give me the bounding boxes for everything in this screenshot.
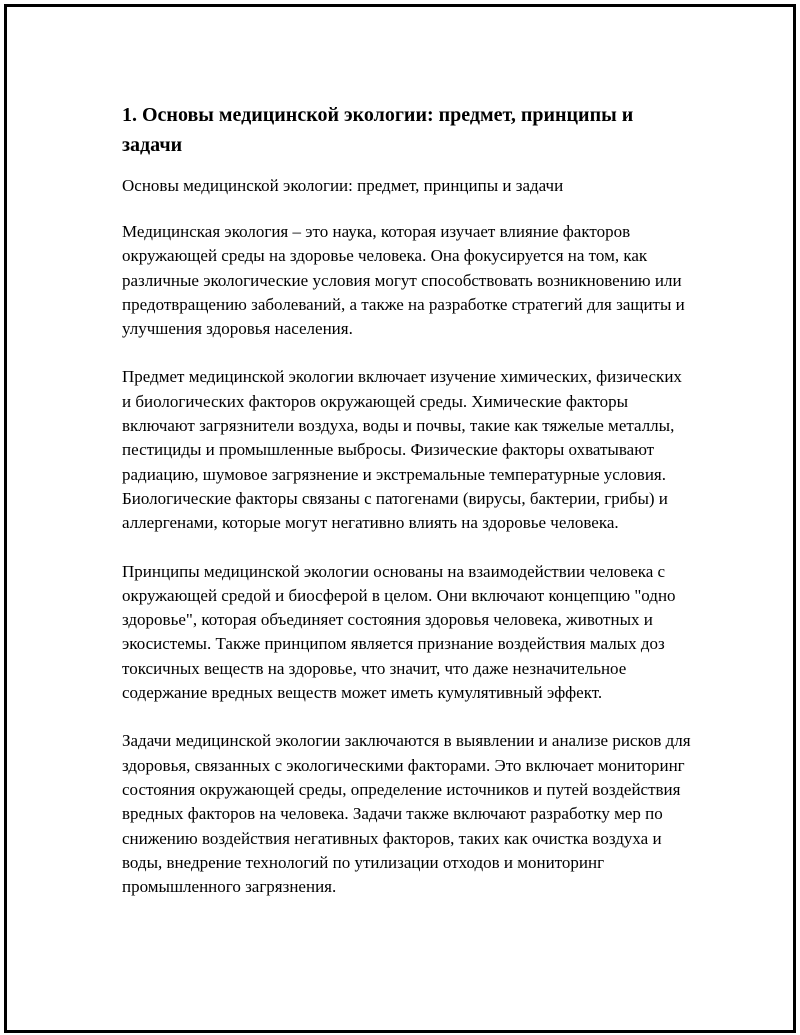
- document-subtitle: Основы медицинской экологии: предмет, принципы и задачи: [122, 176, 564, 195]
- paragraph-principles: Принципы медицинской экологии основаны на взаимодействии человека с окружающей средой и биосферой в целом. Они включают концепцию "одно здоровье", которая объединяет состояния здоровья человека, животных и экосистемы. Также принципом является признание воздействия малых доз токсичных веществ на здоровье, что значит, что даже незначительное содержание вредных веществ может иметь кумулятивный эффект.: [122, 561, 676, 703]
- document-body: [122, 100, 692, 923]
- page-frame: [4, 4, 796, 1033]
- paragraph-definition: Медицинская экология – это наука, которая изучает влияние факторов окружающей среды на здоровье человека. Она фокусируется на том, как различные экологические условия могут способствовать возникновению или предотвращению заболеваний, а также на разработке стратегий для защиты и улучшения здоровья населения.: [122, 222, 685, 339]
- paragraph-tasks: Задачи медицинской экологии заключаются в выявлении и анализе рисков для здоровья, связанных с экологическими факторами. Это включает мониторинг состояния окружающей среды, определение источников и путей воздействия вредных факторов на человека. Задачи также включают разработку мер по снижению воздействия негативных факторов, таких как очистка воздуха и воды, внедрение технологий по утилизации отходов и мониторинг промышленного загрязнения.: [122, 731, 691, 897]
- paragraph-subject: Предмет медицинской экологии включает изучение химических, физических и биологических факторов окружающей среды. Химические факторы включают загрязнители воздуха, воды и почвы, такие как тяжелые металлы, пестициды и промышленные выбросы. Физические факторы охватывают радиацию, шумовое загрязнение и экстремальные температурные условия. Биологические факторы связаны с патогенами (вирусы, бактерии, грибы) и аллергенами, которые могут негативно влиять на здоровье человека.: [122, 367, 682, 533]
- document-title: 1. Основы медицинской экологии: предмет, принципы и задачи: [122, 104, 634, 156]
